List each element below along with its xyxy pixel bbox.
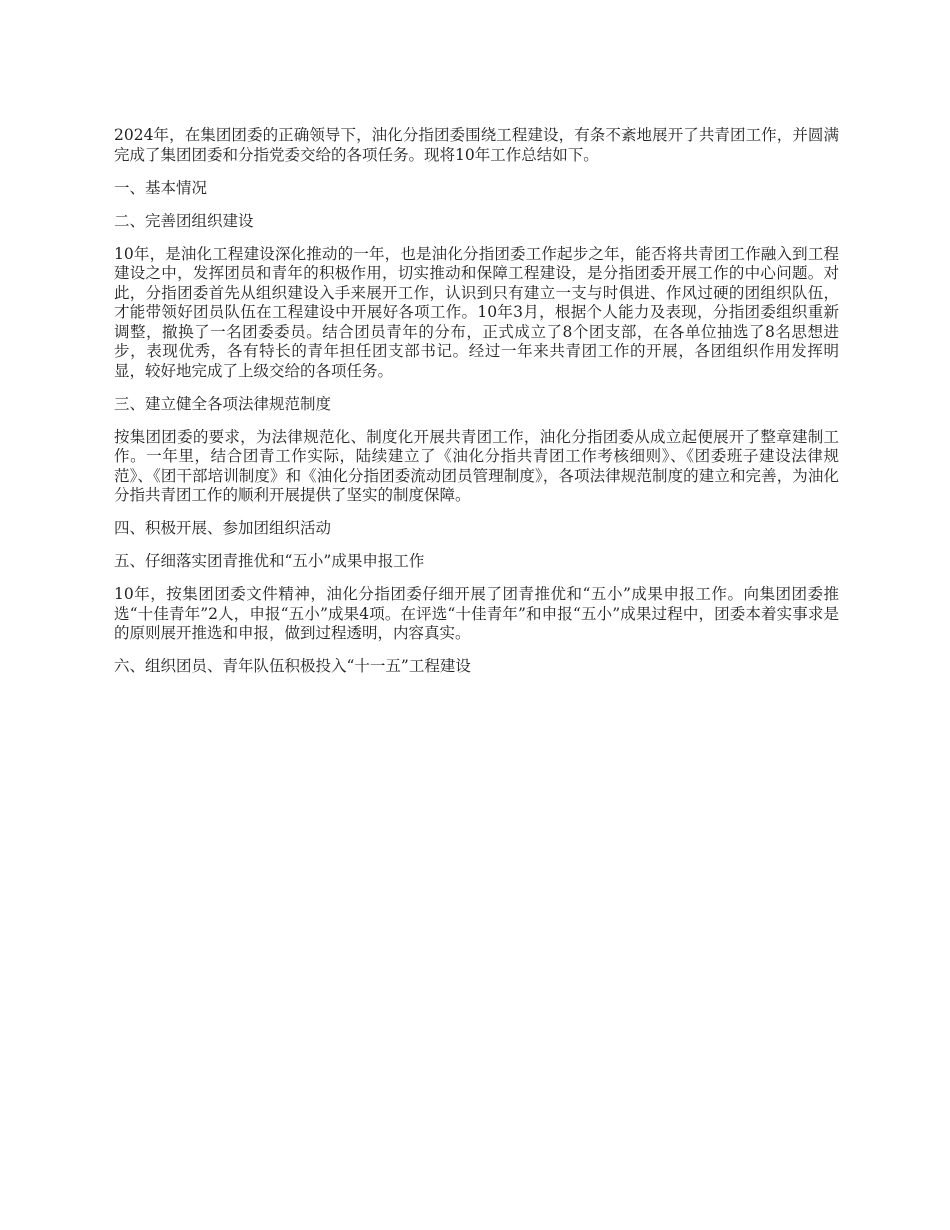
recommendation-paragraph: 10年，按集团团委文件精神，油化分指团委仔细开展了团青推优和“五小”成果申报工作。向集团团委推选“十佳青年”2人，申报“五小”成果4项。在评选“十佳青年”和申报“五小”成果过程中，团委本着实事求是的原则展开推选和申报，做到过程透明，内容真实。 (114, 585, 839, 642)
document-page (114, 126, 839, 690)
section-heading-construction: 六、组织团员、青年队伍积极投入“十一五”工程建设 (114, 657, 471, 675)
regulations-paragraph: 按集团团委的要求，为法律规范化、制度化开展共青团工作，油化分指团委从成立起便展开了整章建制工作。一年里，结合团青工作实际，陆续建立了《油化分指共青团工作考核细则》、《团委班子建设法律规范》、《团干部培训制度》和《油化分指团委流动团员管理制度》，各项法律规范制度的建立和完善，为油化分指共青团工作的顺利开展提供了坚实的制度保障。 (114, 427, 839, 504)
section-heading-recommendation: 五、仔细落实团青推优和“五小”成果申报工作 (114, 552, 425, 570)
section-heading-organization: 二、完善团组织建设 (114, 211, 254, 230)
section-heading-basic-situation: 一、基本情况 (114, 178, 208, 197)
section-heading-activities: 四、积极开展、参加团组织活动 (114, 519, 332, 537)
section-heading-regulations: 三、建立健全各项法律规范制度 (114, 394, 332, 413)
intro-paragraph: 2024年，在集团团委的正确领导下，油化分指团委围绕工程建设，有条不紊地展开了共青团工作，并圆满完成了集团团委和分指党委交给的各项任务。现将10年工作总结如下。 (114, 126, 839, 164)
organization-paragraph: 10年，是油化工程建设深化推动的一年，也是油化分指团委工作起步之年，能否将共青团工作融入到工程建设之中，发挥团员和青年的积极作用，切实推动和保障工程建设，是分指团委开展工作的中心问题。对此，分指团委首先从组织建设入手来展开工作，认识到只有建立一支与时俱进、作风过硬的团组织队伍，才能带领好团员队伍在工程建设中开展好各项工作。10年3月，根据个人能力及表现，分指团委组织重新调整，撤换了一名团委委员。结合团员青年的分布，正式成立了8个团支部，在各单位抽选了8名思想进步，表现优秀，各有特长的青年担任团支部书记。经过一年来共青团工作的开展，各团组织作用发挥明显，较好地完成了上级交给的各项任务。 (114, 244, 839, 380)
